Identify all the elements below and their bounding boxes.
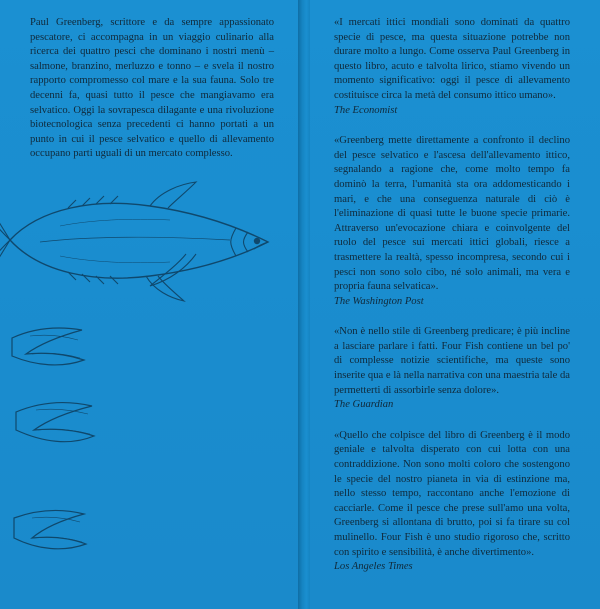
blurb-source: The Washington Post (334, 295, 424, 307)
synopsis-column (30, 16, 274, 162)
blurb-text: «I mercati ittici mondiali sono dominati da quattro specie di pesce, ma questa situazione potrebbe non durare molto a lungo. Come osserva Paul Greenberg in questo libro, acuto e talvolta lirico, stiamo vivendo un momento significativo: oggi il pesce di allevamento costituisce circa la metà del consumo ittico umano». (334, 17, 570, 101)
blurb-source: The Economist (334, 104, 398, 116)
blurb-text: «Quello che colpisce del libro di Greenberg è il modo geniale e talvolta disperato con cui lotta con una contraddizione. Non sono molti coloro che sostengono le specie del nostro pianeta in via di estinzione ma, nello stesso tempo, raccontano anche l'emozione di cacciarle. Come il pesce che prese sull'amo una volta, Greenberg si allontana di brutto, poi si fa tirare su col mulinello. Four Fish è uno studio rigoroso che, scritto con spirito e sensibilità, è anche divertimento». (334, 429, 570, 558)
blurb-item (334, 16, 570, 118)
synopsis-text: Paul Greenberg, scrittore e da sempre appassionato pescatore, ci accompagna in un viaggio culinario alla ricerca dei quattro pesci che dominano i nostri menù – salmone, branzino, merluzzo e tonno – e svela il nostro rapporto compromesso col mare e la sua fauna. Solo tre decenni fa, quasi tutto il pesce che mangiavamo era selvatico. Oggi la sovrapesca dilagante e una rivoluzione biotecnologica senza precedenti ci hanno portati a un punto in cui il pesce selvatico e quello di allevamento occupano parti uguali di un mercato complesso. (30, 17, 274, 160)
blurb-item (334, 134, 570, 309)
blurb-source: The Guardian (334, 399, 394, 411)
blurb-text: «Greenberg mette direttamente a confronto il declino del pesce selvatico e l'ascesa dell'allevamento ittico, segnalando a ragione che, come molto tempo fa dominò la terra, l'umanità sta ora addomesticando i mari, e che una conseguenza naturale di ciò è l'eliminazione di quasi tutte le buone specie primarie. Attraverso un'evocazione chiara e coinvolgente del ruolo del pesce sui mercati ittici globali, riesce a trasmettere la realtà, spesso incompresa, secondo cui i pesci non sono solo cibo, né solo animali, ma vera e propria fauna selvatica». (334, 135, 570, 293)
blurb-text: «Non è nello stile di Greenberg predicare; è più incline a lasciare parlare i fatti. Four Fish contiene un bel po' di complesse notizie scientifiche, ma queste sono inserite qua e là nella narrativa con una maestria tale da permetterti di assorbirle senza dolore». (334, 326, 570, 396)
blurbs-column (334, 16, 570, 591)
spine-fold (298, 0, 310, 609)
blurb-source: Los Angeles Times (334, 561, 413, 573)
blurb-item (334, 325, 570, 413)
blurb-item (334, 429, 570, 575)
